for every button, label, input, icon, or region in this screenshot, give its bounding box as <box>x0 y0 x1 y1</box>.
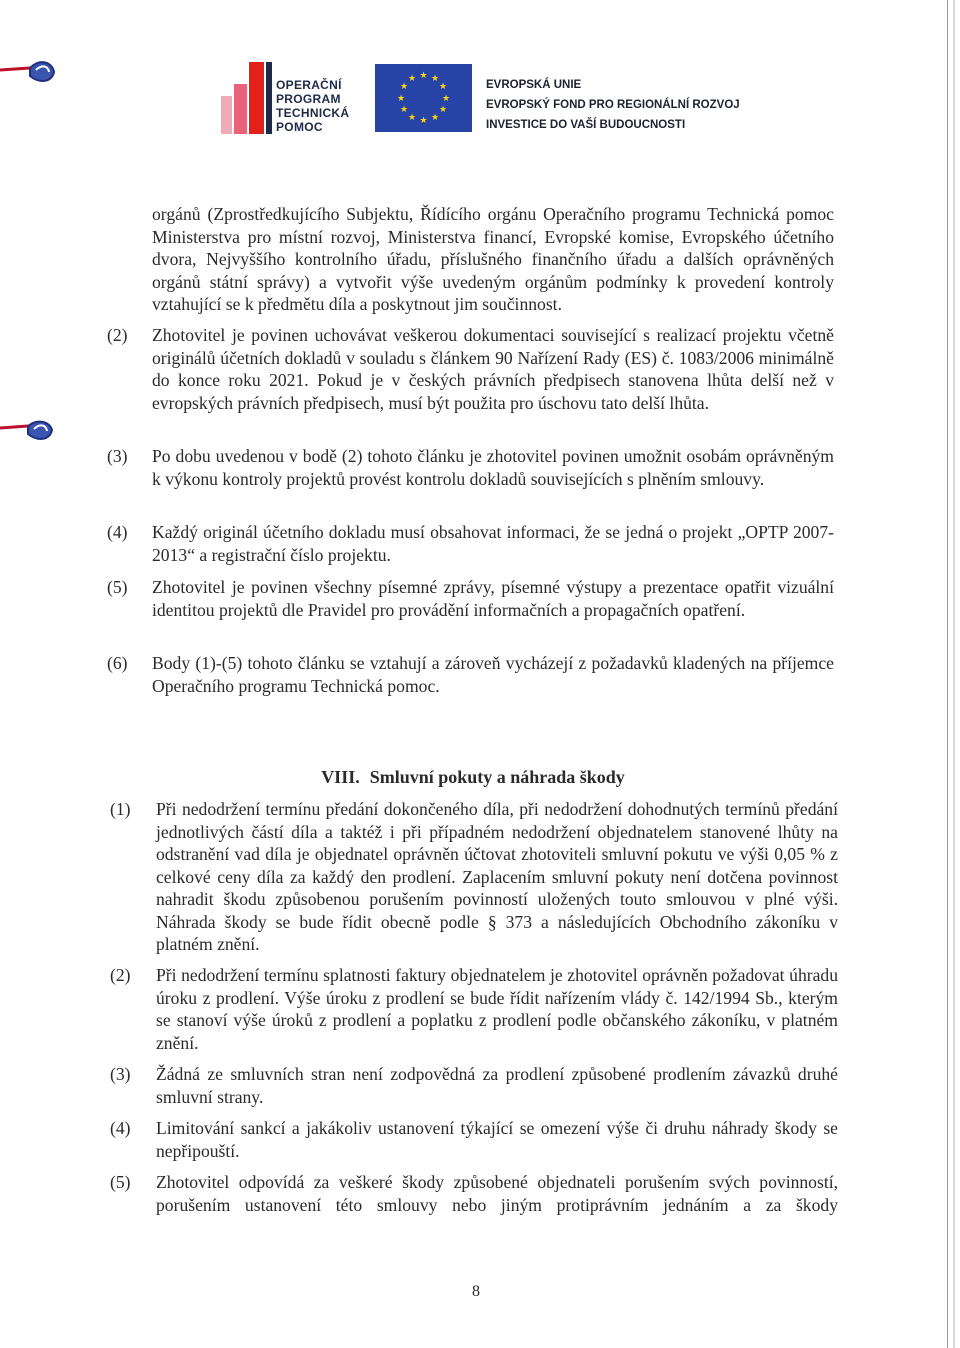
section8-item-5: Zhotovitel odpovídá za veškeré škody způsobené objednateli porušením svých povinností, porušením ustanovení této smlouvy nebo jiným protiprávním jednáním a za škody <box>156 1172 838 1215</box>
svg-text:★: ★ <box>438 105 448 115</box>
section8-item-3: Žádná ze smluvních stran není zodpovědná za prodlení způsobené prodlením závazků druhé smluvní strany. <box>156 1064 838 1107</box>
svg-text:★: ★ <box>399 82 409 92</box>
svg-text:★: ★ <box>407 113 417 123</box>
item-number: (3) <box>110 1064 131 1084</box>
eu-header-text <box>486 75 740 135</box>
article7-item-4: Každý originál účetního dokladu musí obsahovat informaci, že se jedná o projekt „OPTP 2007-2013“ a registrační číslo projektu. <box>152 522 834 565</box>
op-logo-bars <box>221 62 273 134</box>
svg-text:★: ★ <box>441 94 451 104</box>
item-number: (2) <box>110 965 131 985</box>
svg-text:★: ★ <box>430 74 440 84</box>
svg-text:★: ★ <box>430 113 440 123</box>
section8-item-2: Při nedodržení termínu splatnosti faktury objednatelem je zhotovitel oprávněn požadovat úhradu úroku z prodlení. Výše úroku z prodlení se bude řídit nařízením vlády č. 142/1994 Sb., kterým se stanoví výše úroků z prodlení a poplatku z prodlení podle občanského zákoníku, v platném znění. <box>156 965 838 1053</box>
item-number: (5) <box>107 577 128 597</box>
section8-heading <box>0 767 946 788</box>
svg-text:★: ★ <box>399 105 409 115</box>
item-number: (4) <box>110 1118 131 1138</box>
page-edge-shadow-light <box>953 0 955 1348</box>
op-tp-logo <box>221 62 361 134</box>
eu-slogan-label: INVESTICE DO VAŠÍ BUDOUCNOSTI <box>486 119 686 131</box>
eu-flag-icon <box>375 64 472 132</box>
paperclip-icon <box>0 408 60 448</box>
page-edge-shadow <box>947 0 948 1348</box>
paperclip-icon <box>0 52 60 92</box>
item-number: (3) <box>107 446 128 466</box>
item-number: (2) <box>107 325 128 345</box>
section8-title: Smluvní pokuty a náhrada škody <box>369 767 625 787</box>
section8-number: VIII. <box>321 767 360 787</box>
svg-text:★: ★ <box>407 74 417 84</box>
eu-fund-label: EVROPSKÝ FOND PRO REGIONÁLNÍ ROZVOJ <box>486 99 740 111</box>
eu-union-label: EVROPSKÁ UNIE <box>486 79 582 91</box>
article7-item-3: Po dobu uvedenou v bodě (2) tohoto článku je zhotovitel povinen umožnit osobám oprávněným k výkonu kontroly projektů provést kontrolu dokladů souvisejících s plněním smlouvy. <box>152 446 834 489</box>
op-logo-text: OPERAČNÍ PROGRAM TECHNICKÁ POMOC <box>276 78 350 134</box>
article7-item-6: Body (1)-(5) tohoto článku se vztahují a zároveň vycházejí z požadavků kladených na příjemce Operačního programu Technická pomoc. <box>152 653 834 696</box>
svg-text:★: ★ <box>438 82 448 92</box>
section8-item-4: Limitování sankcí a jakákoliv ustanovení týkající se omezení výše či druhu náhrady škody se nepřipouští. <box>156 1118 838 1161</box>
item-number: (6) <box>107 653 128 673</box>
article7-item-5: Zhotovitel je povinen všechny písemné zprávy, písemné výstupy a prezentace opatřit vizuální identitou projektů dle Pravidel pro provádění informačních a propagačních opatření. <box>152 577 834 620</box>
item-number: (4) <box>107 522 128 542</box>
item-number: (5) <box>110 1172 131 1192</box>
svg-text:★: ★ <box>396 94 406 104</box>
article7-intro-paragraph: orgánů (Zprostředkujícího Subjektu, Řídícího orgánu Operačního programu Technická pomoc Ministerstva pro místní rozvoj, Ministerstva financí, Evropské komise, Evropského účetního dvora, Nejvyššího kontrolního úřadu, příslušného finančního úřadu a dalších oprávněných orgánů státní správy) a vytvořit výše uvedeným orgánům podmínky k provedení kontroly vztahující se k předmětu díla a poskytnout jim součinnost. <box>152 204 834 314</box>
item-number: (1) <box>110 799 131 819</box>
article7-item-2: Zhotovitel je povinen uchovávat veškerou dokumentaci související s realizací projektu včetně originálů účetních dokladů v souladu s článkem 90 Nařízení Rady (ES) č. 1083/2006 minimálně do konce roku 2021. Pokud je v českých právních předpisech stanovena lhůta delší než v evropských právních předpisech, musí být použita pro úschovu tato delší lhůta. <box>152 325 834 413</box>
svg-text:★: ★ <box>419 116 428 126</box>
page-number: 8 <box>472 1283 480 1300</box>
section8-item-1: Při nedodržení termínu předání dokončeného díla, při nedodržení dohodnutých termínů předání jednotlivých částí díla a taktéž i při případném nedodržení objednatelem stanovené lhůty na odstranění vad díla je objednatel oprávněn účtovat zhotoviteli smluvní pokutu ve výši 0,05 % z celkové ceny díla za každý den prodlení. Zaplacením smluvní pokuty není dotčena povinnost nahradit škodu způsobenou porušením povinností uložených touto smlouvou v plné výši. Náhrada škody se bude řídit obecně podle § 373 a následujících Obchodního zákoníku v platném znění. <box>156 799 838 954</box>
svg-text:★: ★ <box>419 71 428 81</box>
